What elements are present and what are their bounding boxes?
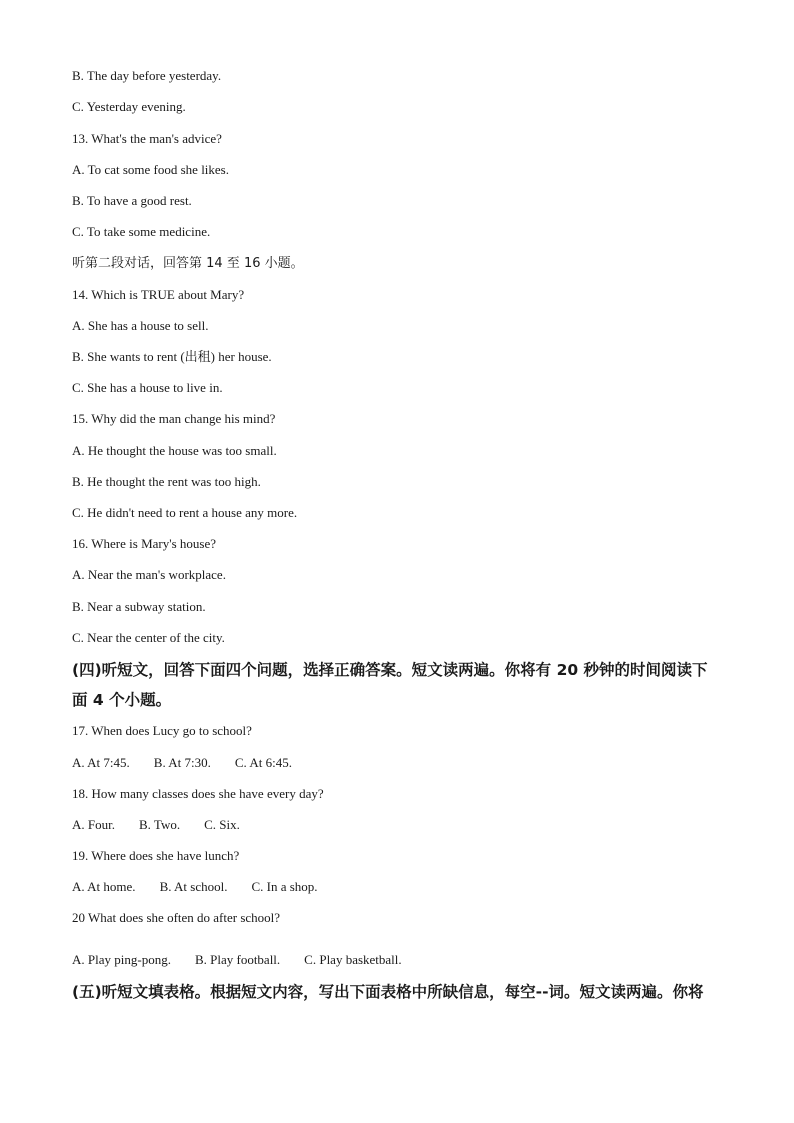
- option-12c: C. Yesterday evening.: [72, 99, 186, 114]
- option-16c: C. Near the center of the city.: [72, 630, 225, 645]
- option-19c: C. In a shop.: [251, 879, 318, 894]
- option-17c: C. At 6:45.: [234, 755, 292, 770]
- option-15b: B. He thought the rent was too high.: [72, 474, 261, 489]
- option-12b: B. The day before yesterday.: [72, 68, 222, 83]
- option-20a: A. Play ping-pong.: [72, 952, 171, 967]
- question-20: 20 What does she often do after school?: [72, 910, 281, 925]
- question-16: 16. Where is Mary's house?: [72, 536, 216, 551]
- section-4-heading-line2: 面 4 个小题。: [72, 691, 172, 709]
- option-13c: C. To take some medicine.: [72, 224, 211, 239]
- question-13: 13. What's the man's advice?: [72, 131, 222, 146]
- question-19: 19. Where does she have lunch?: [72, 848, 240, 863]
- option-15a: A. He thought the house was too small.: [72, 443, 277, 458]
- question-17: 17. When does Lucy go to school?: [72, 723, 252, 738]
- section-4-heading-line1: (四)听短文，回答下面四个问题，选择正确答案。短文读两遍。你将有 20 秒钟的时间阅读下: [72, 661, 708, 679]
- question-18: 18. How many classes does she have every day?: [72, 786, 324, 801]
- option-13a: A. To cat some food she likes.: [72, 162, 229, 177]
- option-19a: A. At home.: [72, 879, 136, 894]
- option-13b: B. To have a good rest.: [72, 193, 192, 208]
- option-16b: B. Near a subway station.: [72, 599, 206, 614]
- option-20c: C. Play basketball.: [304, 952, 402, 967]
- option-18b: B. Two.: [138, 817, 181, 832]
- option-14a: A. She has a house to sell.: [72, 318, 209, 333]
- option-17b: B. At 7:30.: [153, 755, 211, 770]
- options-19: [72, 879, 318, 895]
- question-15: 15. Why did the man change his mind?: [72, 411, 276, 426]
- section-5-heading-line1: (五)听短文填表格。根据短文内容，写出下面表格中所缺信息，每空--词。短文读两遍。你将: [72, 983, 704, 1001]
- options-18: [72, 817, 240, 833]
- options-17: [72, 755, 292, 771]
- dialogue-2-instruction: 听第二段对话，回答第 14 至 16 小题。: [72, 256, 304, 271]
- option-16a: A. Near the man's workplace.: [72, 567, 226, 582]
- option-15c: C. He didn't need to rent a house any more.: [72, 505, 298, 520]
- options-20: [72, 952, 402, 968]
- option-14b: B. She wants to rent (出租) her house.: [72, 349, 272, 364]
- option-14c: C. She has a house to live in.: [72, 380, 223, 395]
- option-19b: B. At school.: [159, 879, 228, 894]
- option-18a: A. Four.: [72, 817, 115, 832]
- question-14: 14. Which is TRUE about Mary?: [72, 287, 245, 302]
- option-20b: B. Play football.: [194, 952, 281, 967]
- option-18c: C. Six.: [204, 817, 240, 832]
- option-17a: A. At 7:45.: [72, 755, 130, 770]
